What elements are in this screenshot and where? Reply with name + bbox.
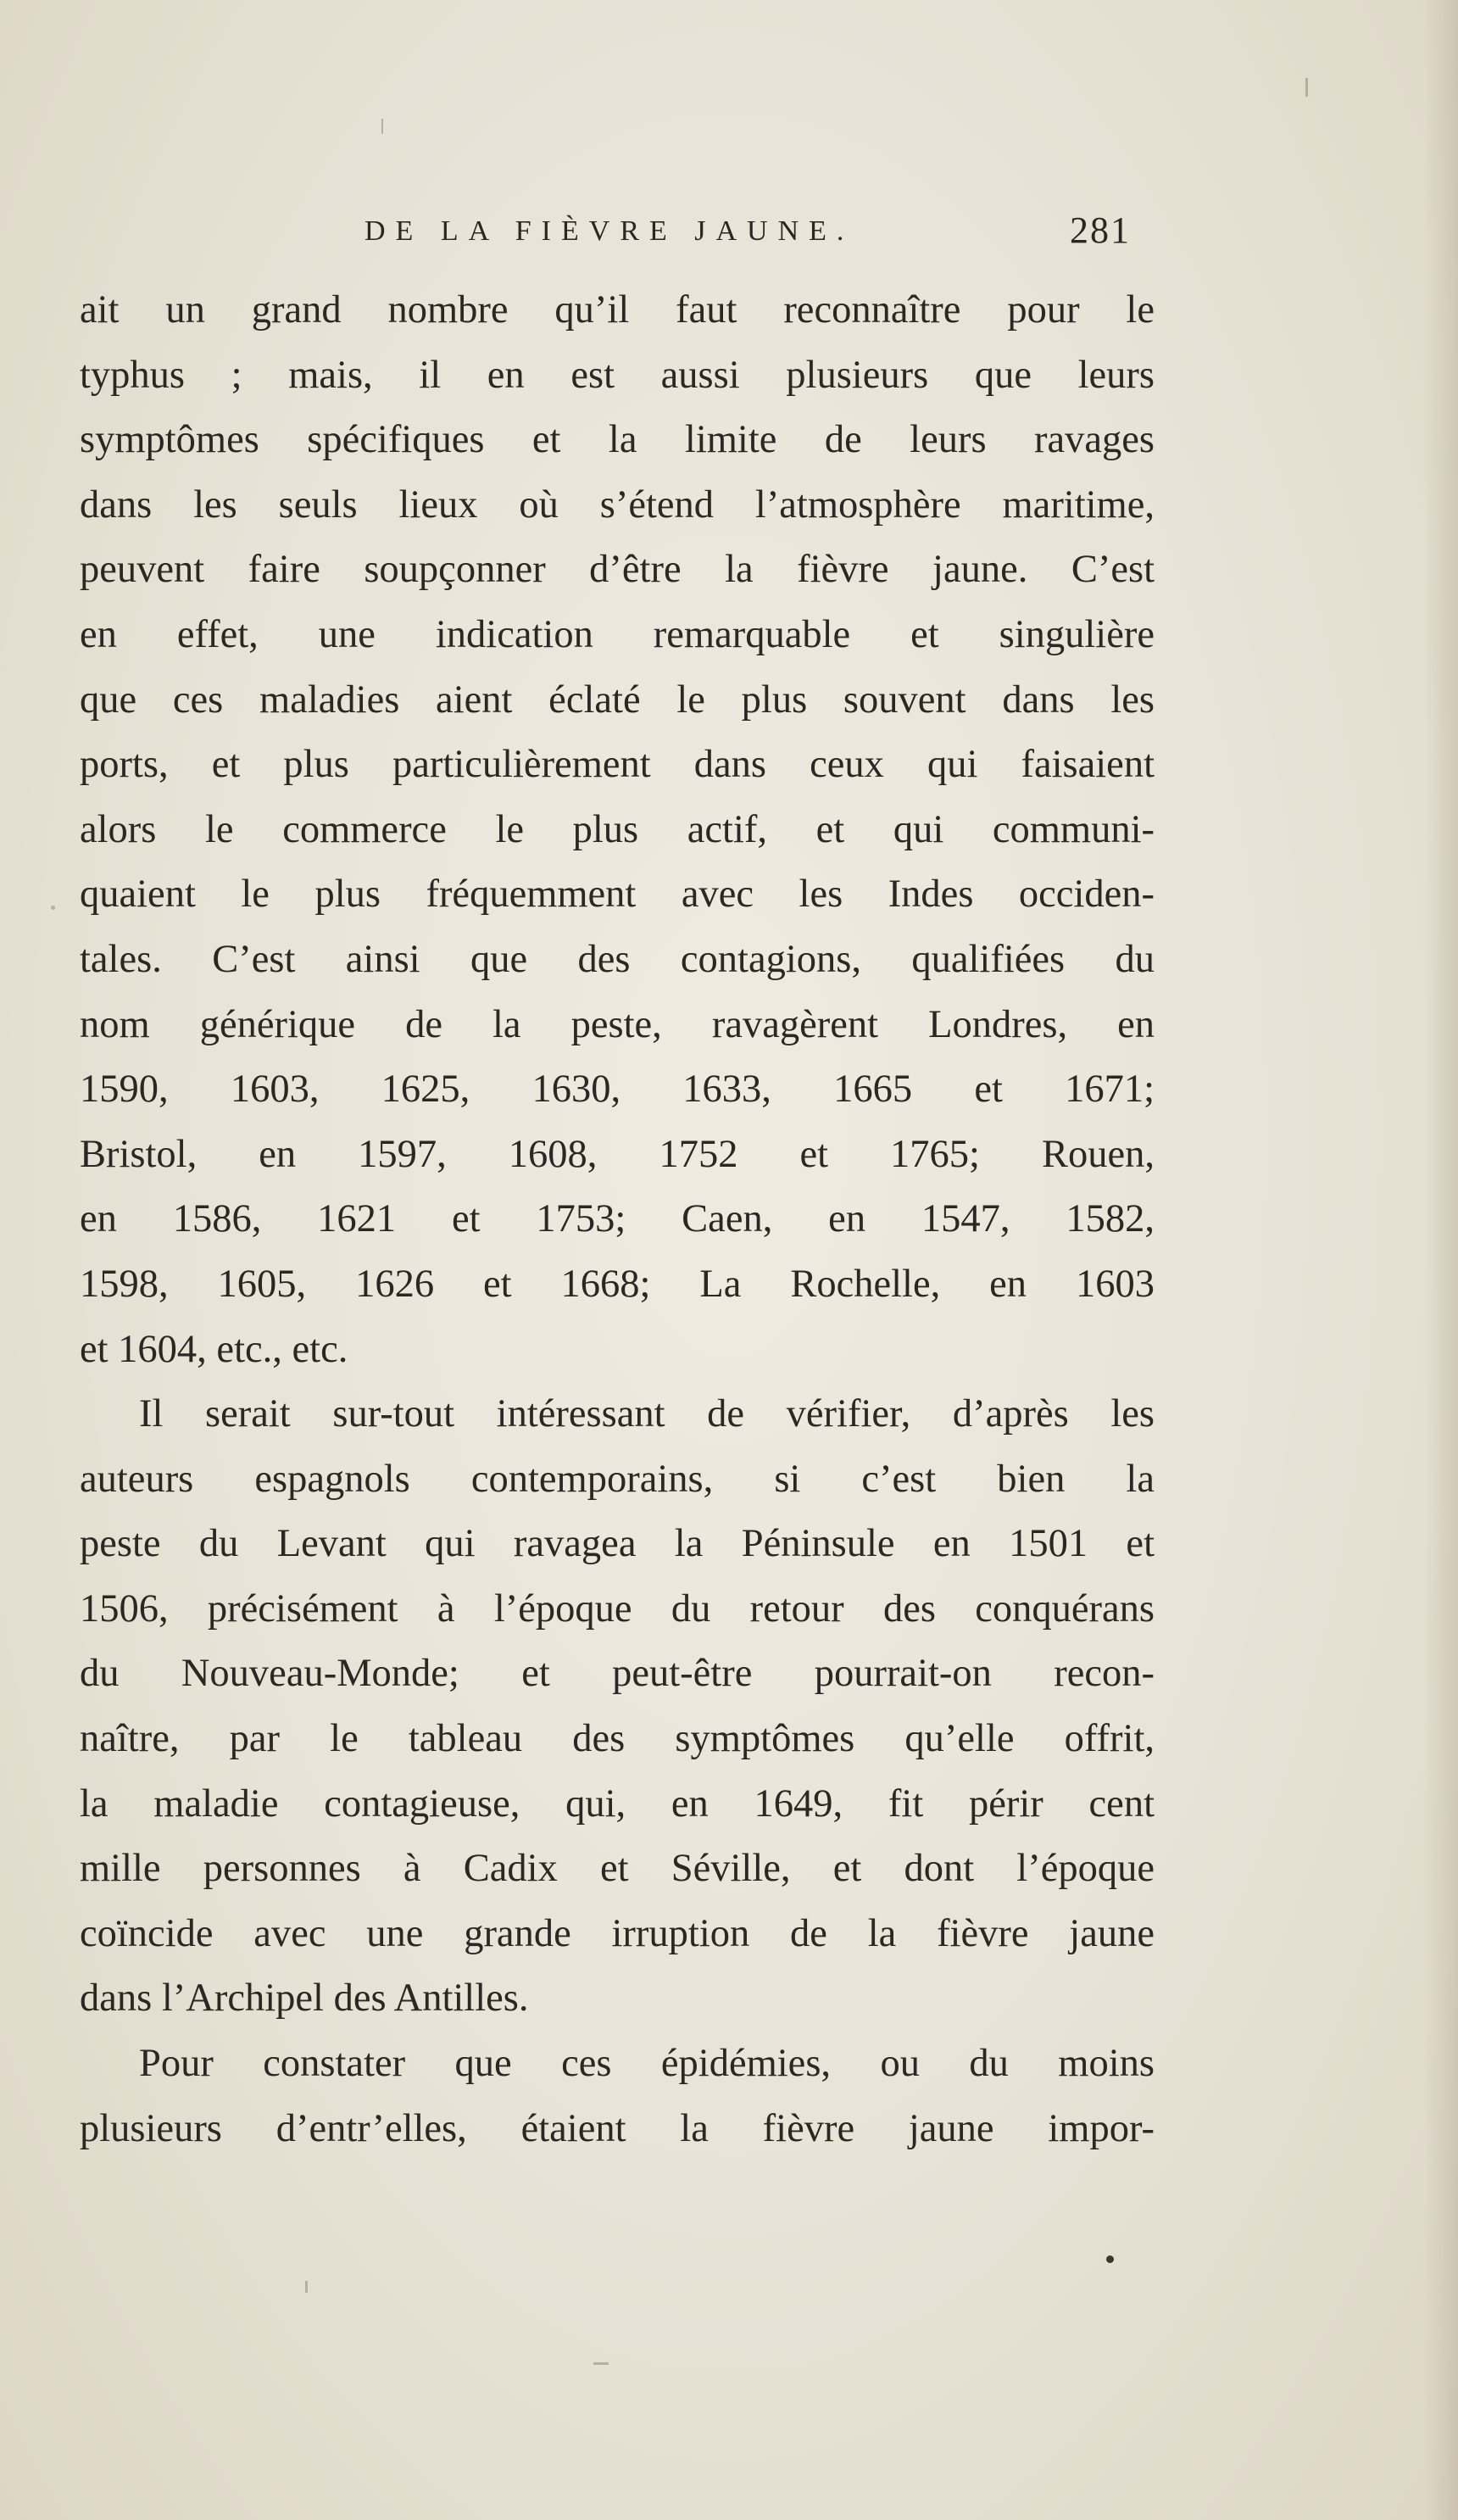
text-line: mille personnes à Cadix et Séville, et dont l’époque: [80, 1847, 1155, 1891]
text-line: coïncide avec une grande irruption de la fièvre jaune: [80, 1911, 1155, 1955]
text-line: ports, et plus particulièrement dans ceux qui faisaient: [80, 743, 1155, 787]
paper-speck: [593, 2362, 609, 2365]
text-line: Bristol, en 1597, 1608, 1752 et 1765; Rouen,: [80, 1132, 1155, 1176]
paragraph-2: [80, 1382, 1155, 2032]
text-line: 1506, précisément à l’époque du retour des conquérans: [80, 1586, 1155, 1631]
text-line: alors le commerce le plus actif, et qui communi-: [80, 807, 1155, 851]
text-line: dans l’Archipel des Antilles.: [80, 1976, 529, 2021]
text-line: 1590, 1603, 1625, 1630, 1633, 1665 et 1671;: [80, 1068, 1155, 1112]
text-line: tales. C’est ainsi que des contagions, qualifiées du: [80, 937, 1155, 981]
page-number: 281: [1070, 209, 1131, 251]
paragraph-3: [80, 2032, 1155, 2161]
text-line: la maladie contagieuse, qui, en 1649, fit périr cent: [80, 1781, 1155, 1826]
text-line: Il serait sur-tout intéressant de vérifier, d’après les: [139, 1392, 1155, 1436]
text-line: que ces maladies aient éclaté le plus souvent dans les: [80, 677, 1155, 722]
text-line: nom générique de la peste, ravagèrent Londres, en: [80, 1002, 1155, 1046]
text-line: typhus ; mais, il en est aussi plusieurs que leurs: [80, 353, 1155, 397]
text-line: auteurs espagnols contemporains, si c’est bien la: [80, 1457, 1155, 1501]
ink-speck: [1106, 2255, 1114, 2263]
text-line: quaient le plus fréquemment avec les Indes occiden-: [80, 873, 1155, 917]
text-line: en effet, une indication remarquable et singulière: [80, 612, 1155, 656]
paper-speck: [51, 906, 55, 910]
paper-speck: [381, 119, 383, 134]
text-line: 1598, 1605, 1626 et 1668; La Rochelle, en 1603: [80, 1262, 1155, 1306]
body-text: [80, 278, 1155, 2161]
text-line: ait un grand nombre qu’il faut reconnaître pour le: [80, 288, 1155, 332]
paragraph-1: [80, 278, 1155, 1382]
text-line: dans les seuls lieux où s’étend l’atmosphère maritime,: [80, 482, 1155, 527]
text-line: en 1586, 1621 et 1753; Caen, en 1547, 1582,: [80, 1197, 1155, 1241]
text-line: naître, par le tableau des symptômes qu’elle offrit,: [80, 1717, 1155, 1761]
paper-speck: [305, 2281, 308, 2293]
running-title: DE LA FIÈVRE JAUNE.: [364, 215, 854, 247]
text-line: et 1604, etc., etc.: [80, 1327, 348, 1371]
text-line: peste du Levant qui ravagea la Péninsule en 1501 et: [80, 1522, 1155, 1566]
page-edge-shadow: [1424, 0, 1458, 2520]
paper-speck: [1305, 78, 1308, 97]
text-line: plusieurs d’entr’elles, étaient la fièvre jaune impor-: [80, 2106, 1155, 2150]
text-line: du Nouveau-Monde; et peut-être pourrait-on recon-: [80, 1652, 1155, 1696]
text-line: symptômes spécifiques et la limite de leurs ravages: [80, 418, 1155, 462]
text-line: Pour constater que ces épidémies, ou du moins: [139, 2042, 1155, 2086]
text-line: peuvent faire soupçonner d’être la fièvre jaune. C’est: [80, 548, 1155, 592]
running-head: [0, 209, 1458, 259]
